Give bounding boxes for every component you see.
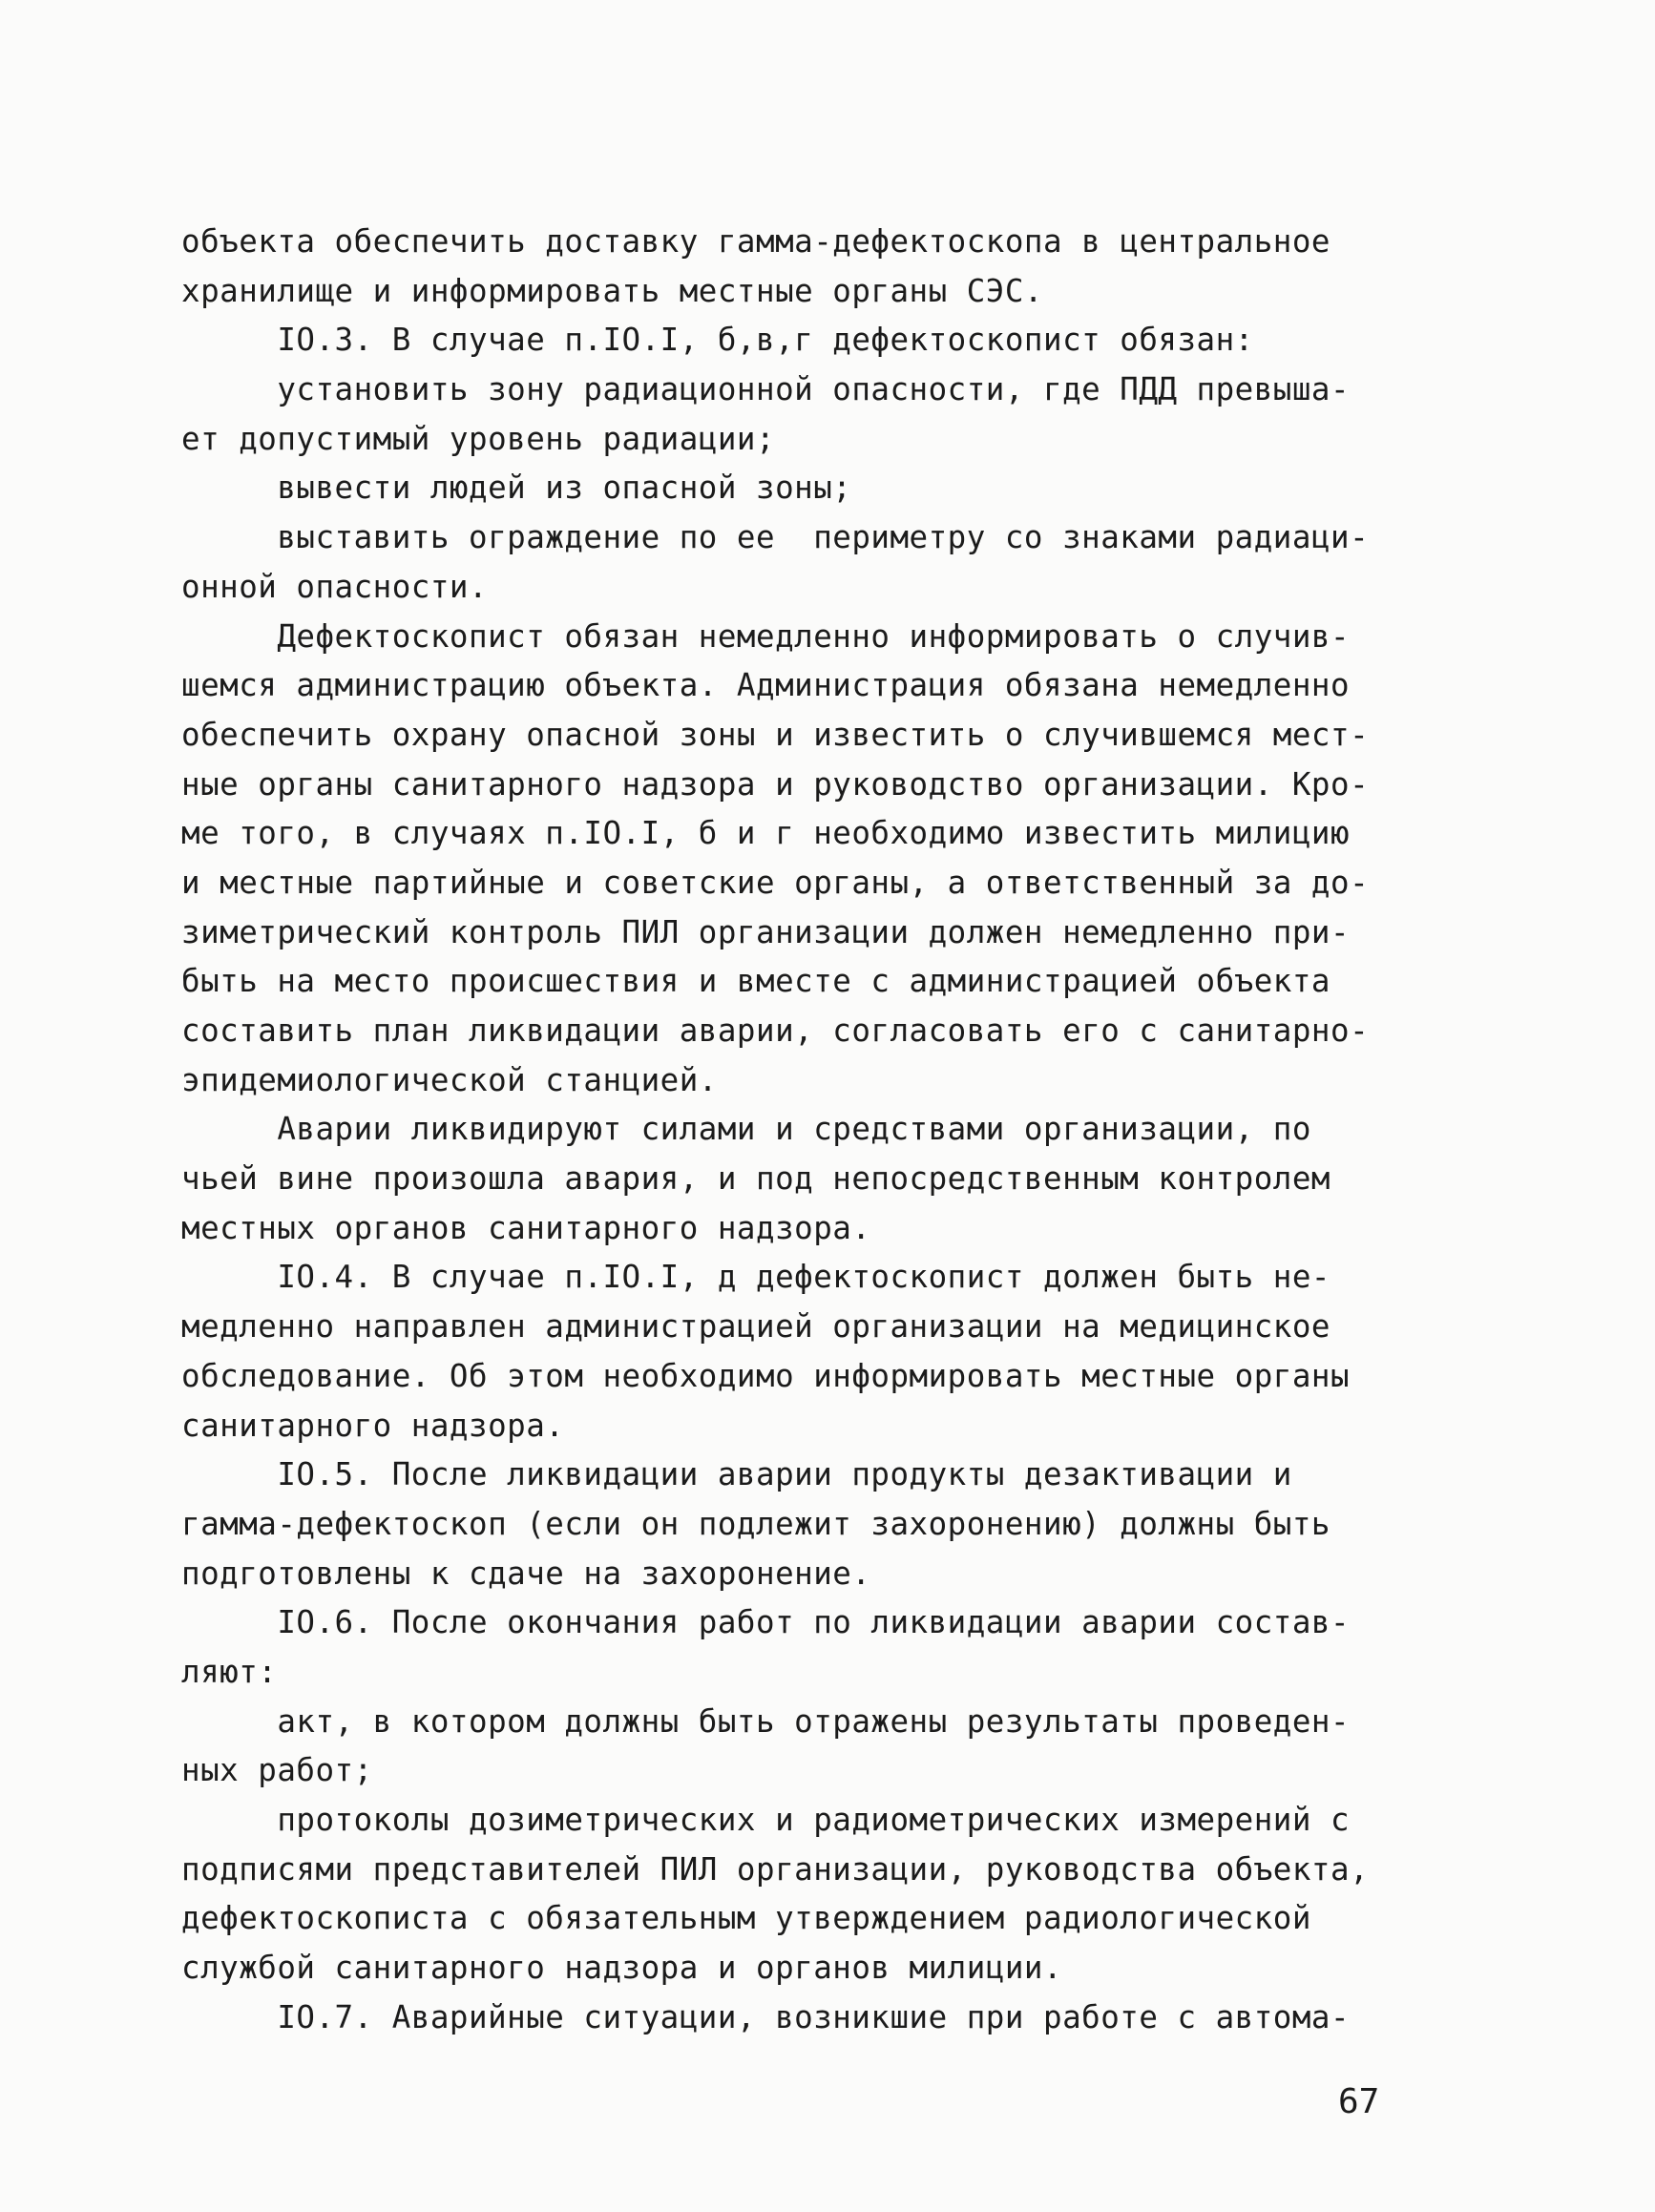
text-line: объекта обеспечить доставку гамма-дефектоскопа в центральное <box>181 223 1330 260</box>
text-line: ные органы санитарного надзора и руководство организации. Кро- <box>181 765 1370 803</box>
text-line: IO.3. В случае п.IO.I, б,в,г дефектоскопист обязан: <box>181 322 1254 359</box>
text-line: санитарного надзора. <box>181 1407 565 1444</box>
text-line: обследование. Об этом необходимо информировать местные органы <box>181 1357 1351 1394</box>
text-line: и местные партийные и советские органы, а ответственный за до- <box>181 864 1370 901</box>
text-line: вывести людей из опасной зоны; <box>181 470 852 507</box>
text-line: Дефектоскопист обязан немедленно информировать о случив- <box>181 617 1351 655</box>
text-line: IO.5. После ликвидации аварии продукты дезактивации и <box>181 1456 1292 1493</box>
text-line: ет допустимый уровень радиации; <box>181 420 776 457</box>
text-line: Аварии ликвидируют силами и средствами организации, по <box>181 1111 1311 1148</box>
text-line: хранилище и информировать местные органы СЭС. <box>181 272 1043 309</box>
text-line: онной опасности. <box>181 568 489 605</box>
text-line: подписями представителей ПИЛ организации, руководства объекта, <box>181 1850 1370 1888</box>
text-line: установить зону радиационной опасности, где ПДД превыша- <box>181 371 1351 408</box>
text-line: составить план ликвидации аварии, согласовать его с санитарно- <box>181 1012 1370 1049</box>
text-line: ме того, в случаях п.IO.I, б и г необходимо известить милицию <box>181 815 1351 852</box>
text-line: IO.6. После окончания работ по ликвидации аварии состав- <box>181 1604 1351 1641</box>
text-line: протоколы дозиметрических и радиометрических измерений с <box>181 1802 1351 1838</box>
text-line: ляют: <box>181 1653 278 1690</box>
text-line: выставить ограждение по ее периметру со знаками радиаци- <box>181 519 1370 556</box>
page-number: 67 <box>1338 2082 1380 2121</box>
text-line: местных органов санитарного надзора. <box>181 1209 871 1246</box>
text-line: зиметрический контроль ПИЛ организации должен немедленно при- <box>181 913 1351 950</box>
text-line: быть на место происшествия и вместе с администрацией объекта <box>181 963 1330 1000</box>
text-line: медленно направлен администрацией организации на медицинское <box>181 1308 1330 1346</box>
text-line: чьей вине произошла авария, и под непосредственным контролем <box>181 1160 1330 1198</box>
text-line: эпидемиологической станцией. <box>181 1061 718 1098</box>
text-line: IO.4. В случае п.IO.I, д дефектоскопист должен быть не- <box>181 1259 1330 1296</box>
text-line: IO.7. Аварийные ситуации, возникшие при работе с автома- <box>181 1998 1351 2035</box>
text-line: дефектоскописта с обязательным утверждением радиологической <box>181 1900 1311 1937</box>
text-line: шемся администрацию объекта. Администрация обязана немедленно <box>181 667 1351 704</box>
text-line: гамма-дефектоскоп (если он подлежит захоронению) должны быть <box>181 1505 1330 1542</box>
text-line: ных работ; <box>181 1752 373 1789</box>
text-line: обеспечить охрану опасной зоны и известить о случившемся мест- <box>181 716 1370 753</box>
text-line: акт, в котором должны быть отражены результаты проведен- <box>181 1702 1351 1740</box>
text-line: подготовлены к сдаче на захоронение. <box>181 1555 871 1592</box>
body-text <box>181 218 1460 2042</box>
text-line: службой санитарного надзора и органов милиции. <box>181 1950 1063 1987</box>
